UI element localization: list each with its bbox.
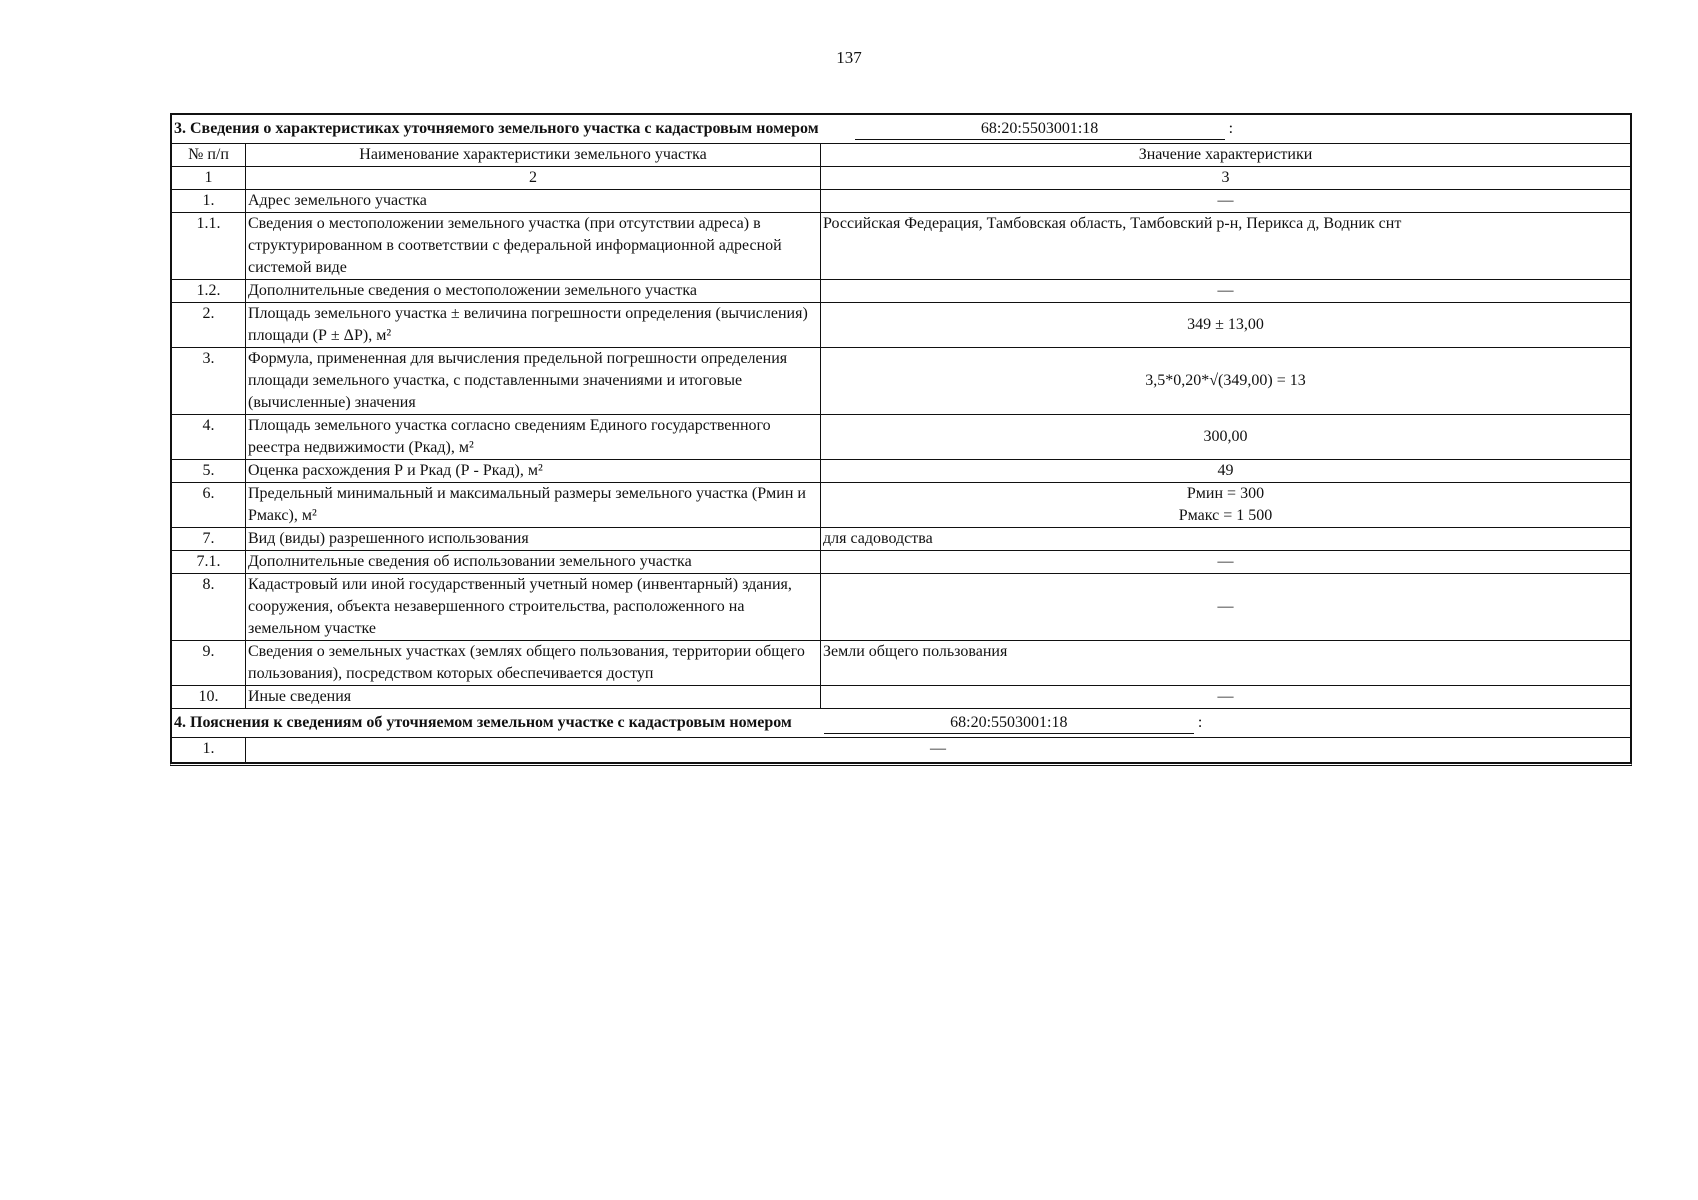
row-number: 2. xyxy=(172,303,246,348)
row-name: Кадастровый или иной государственный учетный номер (инвентарный) здания, сооружения, объекта незавершенного строительства, расположенного на земельном участке xyxy=(246,574,821,641)
table-row xyxy=(172,460,1631,483)
row-name: Дополнительные сведения о местоположении земельного участка xyxy=(246,280,821,303)
table-row xyxy=(172,483,1631,528)
row-name: Сведения о местоположении земельного участка (при отсутствии адреса) в структурированном в соответствии с федеральной информационной адресной системой виде xyxy=(246,213,821,280)
column-header-num: № п/п xyxy=(172,144,246,167)
row-number: 3. xyxy=(172,348,246,415)
column-index-row xyxy=(172,167,1631,190)
row-name: Вид (виды) разрешенного использования xyxy=(246,528,821,551)
characteristics-table xyxy=(171,114,1631,763)
row-value: Российская Федерация, Тамбовская область, Тамбовский р-н, Перикса д, Водник снт xyxy=(821,213,1631,280)
row-value: 349 ± 13,00 xyxy=(821,303,1631,348)
row-number: 10. xyxy=(172,686,246,709)
table-row xyxy=(172,415,1631,460)
row-number: 8. xyxy=(172,574,246,641)
row-value: — xyxy=(821,686,1631,709)
table-row xyxy=(172,528,1631,551)
row-value: 300,00 xyxy=(821,415,1631,460)
row-value-size-limits xyxy=(821,483,1631,528)
row-value: 3,5*0,20*√(349,00) = 13 xyxy=(821,348,1631,415)
table-header-row xyxy=(172,144,1631,167)
row-number: 6. xyxy=(172,483,246,528)
min-size-value: Рмин = 300 xyxy=(1186,485,1265,502)
row-number: 1. xyxy=(172,190,246,213)
row-number: 7. xyxy=(172,528,246,551)
row-number: 4. xyxy=(172,415,246,460)
row-name: Предельный минимальный и максимальный размеры земельного участка (Рмин и Рмакс), м² xyxy=(246,483,821,528)
row-name: Площадь земельного участка согласно сведениям Единого государственного реестра недвижимости (Ркад), м² xyxy=(246,415,821,460)
table-row xyxy=(172,280,1631,303)
max-size-value: Рмакс = 1 500 xyxy=(1178,507,1273,524)
row-name: Оценка расхождения Р и Ркад (Р - Ркад), м² xyxy=(246,460,821,483)
row-number: 7.1. xyxy=(172,551,246,574)
section4-colon: : xyxy=(1197,714,1203,731)
table-row xyxy=(172,574,1631,641)
table-row xyxy=(172,190,1631,213)
row-number: 1.2. xyxy=(172,280,246,303)
column-index-3: 3 xyxy=(821,167,1631,190)
explanation-value: — xyxy=(246,738,1631,763)
explanation-row xyxy=(172,738,1631,763)
table-row xyxy=(172,551,1631,574)
table-row xyxy=(172,348,1631,415)
row-name: Адрес земельного участка xyxy=(246,190,821,213)
page-number: 137 xyxy=(836,48,862,67)
section3-header xyxy=(172,115,1631,144)
row-number: 9. xyxy=(172,641,246,686)
section4-cadastral-number: 68:20:5503001:18 xyxy=(824,713,1194,734)
table-row xyxy=(172,303,1631,348)
table-row xyxy=(172,213,1631,280)
table-row xyxy=(172,641,1631,686)
row-number: 5. xyxy=(172,460,246,483)
row-value: — xyxy=(821,551,1631,574)
cadastral-form xyxy=(170,113,1632,766)
section3-cadastral-number: 68:20:5503001:18 xyxy=(855,119,1225,140)
explanation-number: 1. xyxy=(172,738,246,763)
section4-title: 4. Пояснения к сведениям об уточняемом земельном участке с кадастровым номером xyxy=(174,714,792,731)
section3-title: 3. Сведения о характеристиках уточняемого земельного участка с кадастровым номером xyxy=(174,120,819,137)
row-name: Площадь земельного участка ± величина погрешности определения (вычисления) площади (Р ± ΔР), м² xyxy=(246,303,821,348)
row-value: — xyxy=(821,280,1631,303)
column-header-name: Наименование характеристики земельного участка xyxy=(246,144,821,167)
row-value: для садоводства xyxy=(821,528,1631,551)
column-header-value: Значение характеристики xyxy=(821,144,1631,167)
row-name: Иные сведения xyxy=(246,686,821,709)
table-row xyxy=(172,686,1631,709)
row-value: 49 xyxy=(821,460,1631,483)
row-name: Формула, примененная для вычисления предельной погрешности определения площади земельного участка, с подставленными значениями и итоговые (вычисленные) значения xyxy=(246,348,821,415)
column-index-2: 2 xyxy=(246,167,821,190)
row-name: Дополнительные сведения об использовании земельного участка xyxy=(246,551,821,574)
row-value: Земли общего пользования xyxy=(821,641,1631,686)
row-value: — xyxy=(821,574,1631,641)
section3-colon: : xyxy=(1228,120,1234,137)
row-number: 1.1. xyxy=(172,213,246,280)
row-value: — xyxy=(821,190,1631,213)
column-index-1: 1 xyxy=(172,167,246,190)
row-name: Сведения о земельных участках (землях общего пользования, территории общего пользования), посредством которых обеспечивается доступ xyxy=(246,641,821,686)
section4-header xyxy=(172,709,1631,738)
